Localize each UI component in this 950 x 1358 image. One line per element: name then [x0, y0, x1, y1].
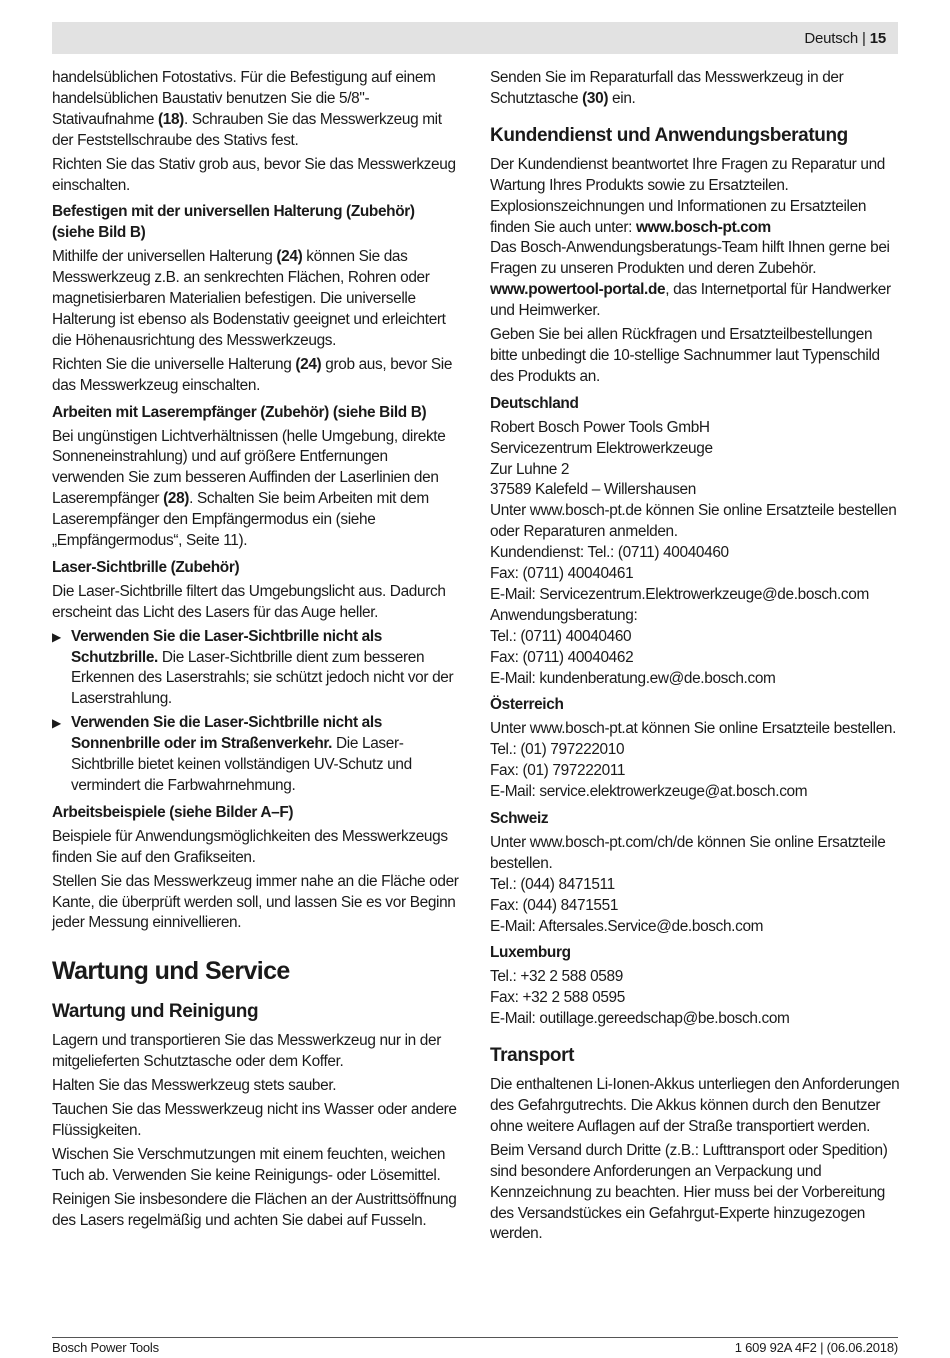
page-number: 15 [869, 29, 886, 47]
contact-line: Fax: (01) 797222011 [490, 762, 626, 780]
contact-line: E-Mail: outillage.gereedschap@be.bosch.com [490, 1010, 790, 1028]
heading-maintenance-cleaning: Wartung und Reinigung [52, 1001, 259, 1023]
examples-paragraph: Beispiele für Anwendungsmöglichkeiten des Messwerkzeugs finden Sie auf den Grafikseiten. [52, 827, 448, 866]
text: Der Kundendienst beantwortet Ihre Fragen zu Reparatur und Wartung Ihres Produkts sowie zu Ersatzteilen. Explosionszeichnungen und Informationen zu Ersatzteilen finden Sie auch unter: [490, 155, 885, 236]
right-column [490, 68, 900, 1248]
warning-bullet [52, 627, 460, 711]
battery-paragraph: Die enthaltenen Li-Ionen-Akkus unterliegen den Anforderungen des Gefahrgutrechts. Die Akkus können durch den Benutzer ohne weitere Auflagen auf der Straße transportiert werden. [490, 1076, 900, 1135]
service-paragraph [490, 155, 900, 239]
glasses-paragraph: Die Laser-Sichtbrille filtert das Umgebungslicht aus. Dadurch erscheint das Licht des Lasers für das Auge heller. [52, 582, 446, 621]
reference-number: (28) [163, 490, 190, 508]
text: . Schrauben Sie das Messwerkzeug mit der Feststellschraube des Stativs fest. [52, 110, 442, 149]
heading-universal-mount: Befestigen mit der universellen Halterung (Zubehör) (siehe Bild B) [52, 203, 415, 242]
text: Die Laser-Sichtbrille bietet keinen vollständigen UV-Schutz und vermindert die Farbwahrnehmung. [71, 735, 412, 794]
heading-work-examples: Arbeitsbeispiele (siehe Bilder A–F) [52, 803, 294, 821]
heading-transport: Transport [490, 1045, 575, 1067]
contact-line: 37589 Kalefeld – Willershausen [490, 481, 696, 499]
lens-paragraph: Reinigen Sie insbesondere die Flächen an der Austrittsöffnung des Lasers regelmäßig und achten Sie dabei auf Fusseln. [52, 1190, 457, 1229]
contact-line: Tel.: (0711) 40040460 [490, 627, 632, 645]
bullet-arrow-icon: ▶ [52, 716, 61, 731]
contact-line: E-Mail: kundenberatung.ew@de.bosch.com [490, 669, 776, 687]
footer-doc-number: 1 609 92A 4F2 | (06.06.2018) [734, 1340, 898, 1355]
page-header [52, 22, 898, 54]
bullet-text [71, 713, 460, 797]
mount-align-paragraph [52, 355, 460, 397]
bosch-pt-link[interactable]: www.bosch-pt.com [635, 218, 771, 236]
heading-laser-glasses: Laser-Sichtbrille (Zubehör) [52, 558, 240, 576]
leveling-paragraph: Stellen Sie das Messwerkzeug immer nahe an die Fläche oder Kante, die überprüft werden soll, und lassen Sie es vor Beginn jeder Messung einnivellieren. [52, 872, 459, 932]
contact-line: Tel.: (01) 797222010 [490, 741, 625, 759]
contact-line: Fax: (0711) 40040462 [490, 648, 634, 666]
contact-line: Robert Bosch Power Tools GmbH [490, 418, 710, 436]
contact-line: Zur Luhne 2 [490, 460, 570, 478]
text: handelsüblichen Fotostativs. Für die Befestigung auf einem handelsüblichen Baustativ benutzen Sie die 5/8"-Stativaufnahme [52, 69, 436, 128]
heading-maintenance-service: Wartung und Service [52, 957, 290, 986]
page-footer [52, 1337, 898, 1356]
text: können Sie das Messwerkzeug z.B. an senkrechten Flächen, Rohren oder magnetisierbaren Materialien befestigen. Die universelle Halterung ist ebenso als Bodenstativ geeignet und erleichtert die Höhenausrichtung des Messwerkzeugs. [52, 248, 446, 349]
contact-line: Unter www.bosch-pt.at können Sie online Ersatzteile bestellen. [490, 720, 897, 738]
receiver-paragraph [52, 427, 460, 552]
warning-bullet [52, 713, 460, 797]
text: Richten Sie die universelle Halterung [52, 355, 296, 373]
bullet-bold-text: Verwenden Sie die Laser-Sichtbrille nicht als Sonnenbrille oder im Straßenverkehr. [71, 714, 382, 753]
tripod-align-paragraph: Richten Sie das Stativ grob aus, bevor Sie das Messwerkzeug einschalten. [52, 155, 456, 194]
austria-contact [490, 719, 900, 803]
left-column [52, 68, 460, 1235]
header-separator: | [862, 29, 866, 47]
portal-paragraph [490, 280, 900, 322]
reference-number: (30) [582, 89, 609, 107]
bullet-bold-text: Verwenden Sie die Laser-Sichtbrille nicht als Schutzbrille. [71, 627, 382, 666]
contact-line: Kundendienst: Tel.: (0711) 40040460 [490, 544, 729, 562]
mount-paragraph [52, 247, 460, 352]
water-paragraph: Tauchen Sie das Messwerkzeug nicht ins Wasser oder andere Flüssigkeiten. [52, 1101, 457, 1139]
header-language: Deutsch [804, 29, 858, 47]
bullet-text [71, 627, 460, 711]
text: ein. [608, 89, 636, 107]
part-number-paragraph: Geben Sie bei allen Rückfragen und Ersatzteilbestellungen bitte unbedingt die 10-stellige Sachnummer laut Typenschild des Produkts an. [490, 326, 880, 385]
switzerland-contact [490, 833, 900, 938]
heading-laser-receiver: Arbeiten mit Laserempfänger (Zubehör) (siehe Bild B) [52, 403, 427, 421]
bullet-arrow-icon: ▶ [52, 629, 61, 644]
storage-paragraph: Lagern und transportieren Sie das Messwerkzeug nur in der mitgelieferten Schutztasche oder dem Koffer. [52, 1032, 441, 1071]
text: . Schalten Sie beim Arbeiten mit dem Laserempfänger den Empfängermodus ein (siehe „Empfängermodus“, Seite 11). [52, 490, 429, 550]
clean-paragraph: Halten Sie das Messwerkzeug stets sauber. [52, 1077, 337, 1095]
heading-austria: Österreich [490, 696, 564, 714]
powertool-portal-link[interactable]: www.powertool-portal.de [490, 281, 666, 299]
luxembourg-contact [490, 967, 900, 1030]
contact-line: Unter www.bosch-pt.com/ch/de können Sie online Ersatzteile bestellen. [490, 833, 886, 872]
germany-contact [490, 418, 900, 690]
contact-line: Fax: (0711) 40040461 [490, 565, 634, 583]
tripod-paragraph [52, 68, 460, 152]
contact-line: E-Mail: Aftersales.Service@de.bosch.com [490, 917, 764, 935]
text: Bei ungünstigen Lichtverhältnissen (helle Umgebung, direkte Sonneneinstrahlung) und auf größere Entfernungen verwenden Sie zum besseren Auffinden der Laserlinien den Laserempfänger [52, 427, 446, 508]
footer-brand: Bosch Power Tools [52, 1340, 159, 1355]
wipe-paragraph: Wischen Sie Verschmutzungen mit einem feuchten, weichen Tuch ab. Verwenden Sie keine Reinigungs- oder Lösemittel. [52, 1145, 446, 1184]
contact-line: Unter www.bosch-pt.de können Sie online Ersatzteile bestellen oder Reparaturen anmelden. [490, 502, 897, 541]
heading-germany: Deutschland [490, 394, 579, 412]
shipping-paragraph: Beim Versand durch Dritte (z.B.: Lufttransport oder Spedition) sind besondere Anforderungen an Verpackung und Kennzeichnung zu beachten. Hier muss bei der Vorbereitung des Versandstückes ein Gefahrgut-Experte hinzugezogen werden. [490, 1141, 888, 1243]
heading-luxembourg: Luxemburg [490, 944, 571, 962]
text: grob aus, bevor Sie das Messwerkzeug einschalten. [52, 355, 453, 394]
contact-line: E-Mail: service.elektrowerkzeuge@at.bosch.com [490, 783, 808, 801]
repair-paragraph [490, 68, 900, 110]
contact-line: Tel.: +32 2 588 0589 [490, 968, 623, 986]
heading-switzerland: Schweiz [490, 810, 549, 827]
text: Mithilfe der universellen Halterung [52, 248, 277, 266]
contact-line: Fax: (044) 8471551 [490, 896, 619, 914]
contact-line: Fax: +32 2 588 0595 [490, 989, 625, 1007]
advice-paragraph: Das Bosch-Anwendungsberatungs-Team hilft Ihnen gerne bei Fragen zu unseren Produkten und deren Zubehör. [490, 239, 890, 278]
reference-number: (18) [157, 110, 184, 128]
text: , das Internetportal für Handwerker und Heimwerker. [490, 281, 891, 320]
contact-line: E-Mail: Servicezentrum.Elektrowerkzeuge@de.bosch.com [490, 585, 869, 603]
text: Senden Sie im Reparaturfall das Messwerkzeug in der Schutztasche [490, 69, 844, 107]
reference-number: (24) [276, 248, 303, 266]
text: Die Laser-Sichtbrille dient zum besseren Erkennen des Laserstrahls; sie schützt jedoch nicht vor der Laserstrahlung. [71, 648, 454, 708]
contact-line: Anwendungsberatung: [490, 606, 638, 624]
contact-line: Tel.: (044) 8471511 [490, 875, 615, 893]
contact-line: Servicezentrum Elektrowerkzeuge [490, 439, 713, 457]
reference-number: (24) [295, 355, 322, 373]
heading-customer-service: Kundendienst und Anwendungsberatung [490, 124, 848, 146]
